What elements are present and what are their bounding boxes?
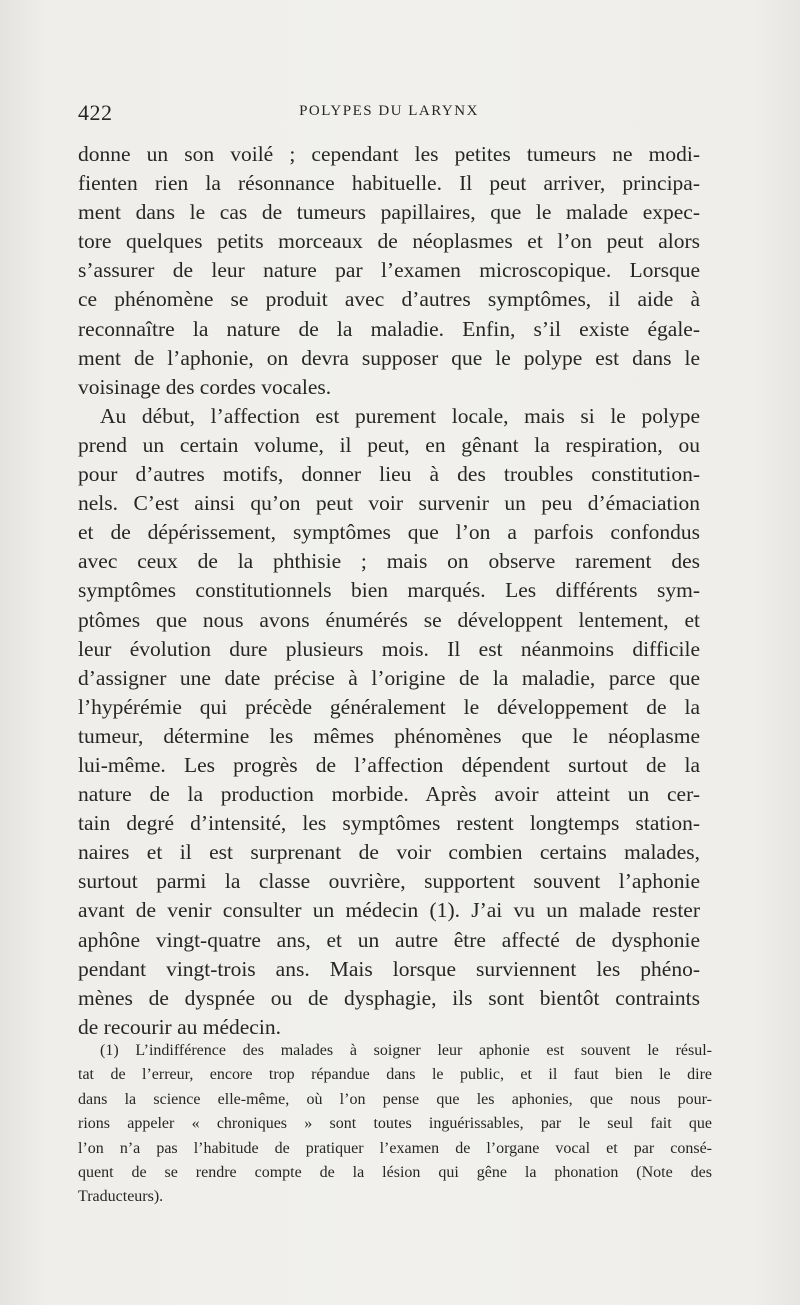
page-number: 422	[78, 100, 113, 125]
text-line: d’assigner une date précise à l’origine de la maladie, parce que	[78, 665, 700, 690]
text-line: avec ceux de la phthisie ; mais on observe rarement des	[78, 549, 700, 574]
text-line: l’hypérémie qui précède généralement le développement de la	[78, 694, 700, 719]
text-line: tore quelques petits morceaux de néoplasmes et l’on peut alors	[78, 229, 700, 254]
footnote-line: Traducteurs).	[78, 1188, 164, 1206]
text-line: pendant vingt-trois ans. Mais lorsque surviennent les phéno-	[78, 956, 700, 981]
text-line: aphône vingt-quatre ans, et un autre être affecté de dysphonie	[78, 927, 700, 952]
footnote-line: rions appeler « chroniques » sont toutes inguérissables, par le seul fait que	[78, 1115, 712, 1133]
text-line: Au début, l’affection est purement locale, mais si le polype	[100, 403, 700, 428]
text-line: donne un son voilé ; cependant les petites tumeurs ne modi-	[78, 142, 700, 166]
body-text	[78, 140, 700, 1042]
text-line: de recourir au médecin.	[78, 1014, 281, 1039]
text-line: surtout parmi la classe ouvrière, supportent souvent l’aphonie	[78, 869, 700, 894]
text-line: mènes de dyspnée ou de dysphagie, ils sont bientôt contraints	[78, 985, 700, 1010]
page-header	[78, 100, 700, 128]
text-line: nels. C’est ainsi qu’on peut voir survenir un peu d’émaciation	[78, 491, 700, 516]
text-line: voisinage des cordes vocales.	[78, 374, 332, 399]
text-line: naires et il est surprenant de voir combien certains malades,	[78, 840, 700, 865]
footnote-line: quent de se rendre compte de la lésion qui gêne la phonation (Note des	[78, 1163, 712, 1181]
text-line: lui-même. Les progrès de l’affection dépendent surtout de la	[78, 752, 700, 777]
text-line: leur évolution dure plusieurs mois. Il est néanmoins difficile	[78, 636, 700, 661]
footnote-line: tat de l’erreur, encore trop répandue dans le public, et il faut bien le dire	[78, 1066, 712, 1084]
text-line: ment de l’aphonie, on devra supposer que le polype est dans le	[78, 345, 700, 370]
running-title: POLYPES DU LARYNX	[299, 103, 479, 119]
text-line: avant de venir consulter un médecin (1). J’ai vu un malade rester	[78, 898, 700, 923]
footnote-line: l’on n’a pas l’habitude de pratiquer l’examen de l’organe vocal et par consé-	[78, 1139, 712, 1157]
text-line: tain degré d’intensité, les symptômes restent longtemps station-	[78, 811, 700, 836]
text-line: ptômes que nous avons énumérés se développent lentement, et	[78, 607, 700, 632]
text-line: ment dans le cas de tumeurs papillaires, que le malade expec-	[78, 200, 700, 225]
footnote	[78, 1039, 712, 1210]
text-line: nature de la production morbide. Après avoir atteint un cer-	[78, 782, 700, 807]
text-line: fienten rien la résonnance habituelle. Il peut arriver, principa-	[78, 171, 700, 196]
text-line: tumeur, détermine les mêmes phénomènes que le néoplasme	[78, 723, 700, 748]
text-line: reconnaître la nature de la maladie. Enfin, s’il existe égale-	[78, 316, 700, 341]
text-line: et de dépérissement, symptômes que l’on a parfois confondus	[78, 520, 700, 545]
text-line: ce phénomène se produit avec d’autres symptômes, il aide à	[78, 287, 700, 312]
text-line: symptômes constitutionnels bien marqués. Les différents sym-	[78, 578, 700, 603]
footnote-line: dans la science elle-même, où l’on pense que les aphonies, que nous pour-	[78, 1090, 712, 1108]
text-line: prend un certain volume, il peut, en gênant la respiration, ou	[78, 432, 700, 457]
footnote-line: (1) L’indifférence des malades à soigner leur aphonie est souvent le résul-	[100, 1042, 712, 1059]
text-line: s’assurer de leur nature par l’examen microscopique. Lorsque	[78, 258, 700, 283]
text-line: pour d’autres motifs, donner lieu à des troubles constitution-	[78, 462, 700, 487]
